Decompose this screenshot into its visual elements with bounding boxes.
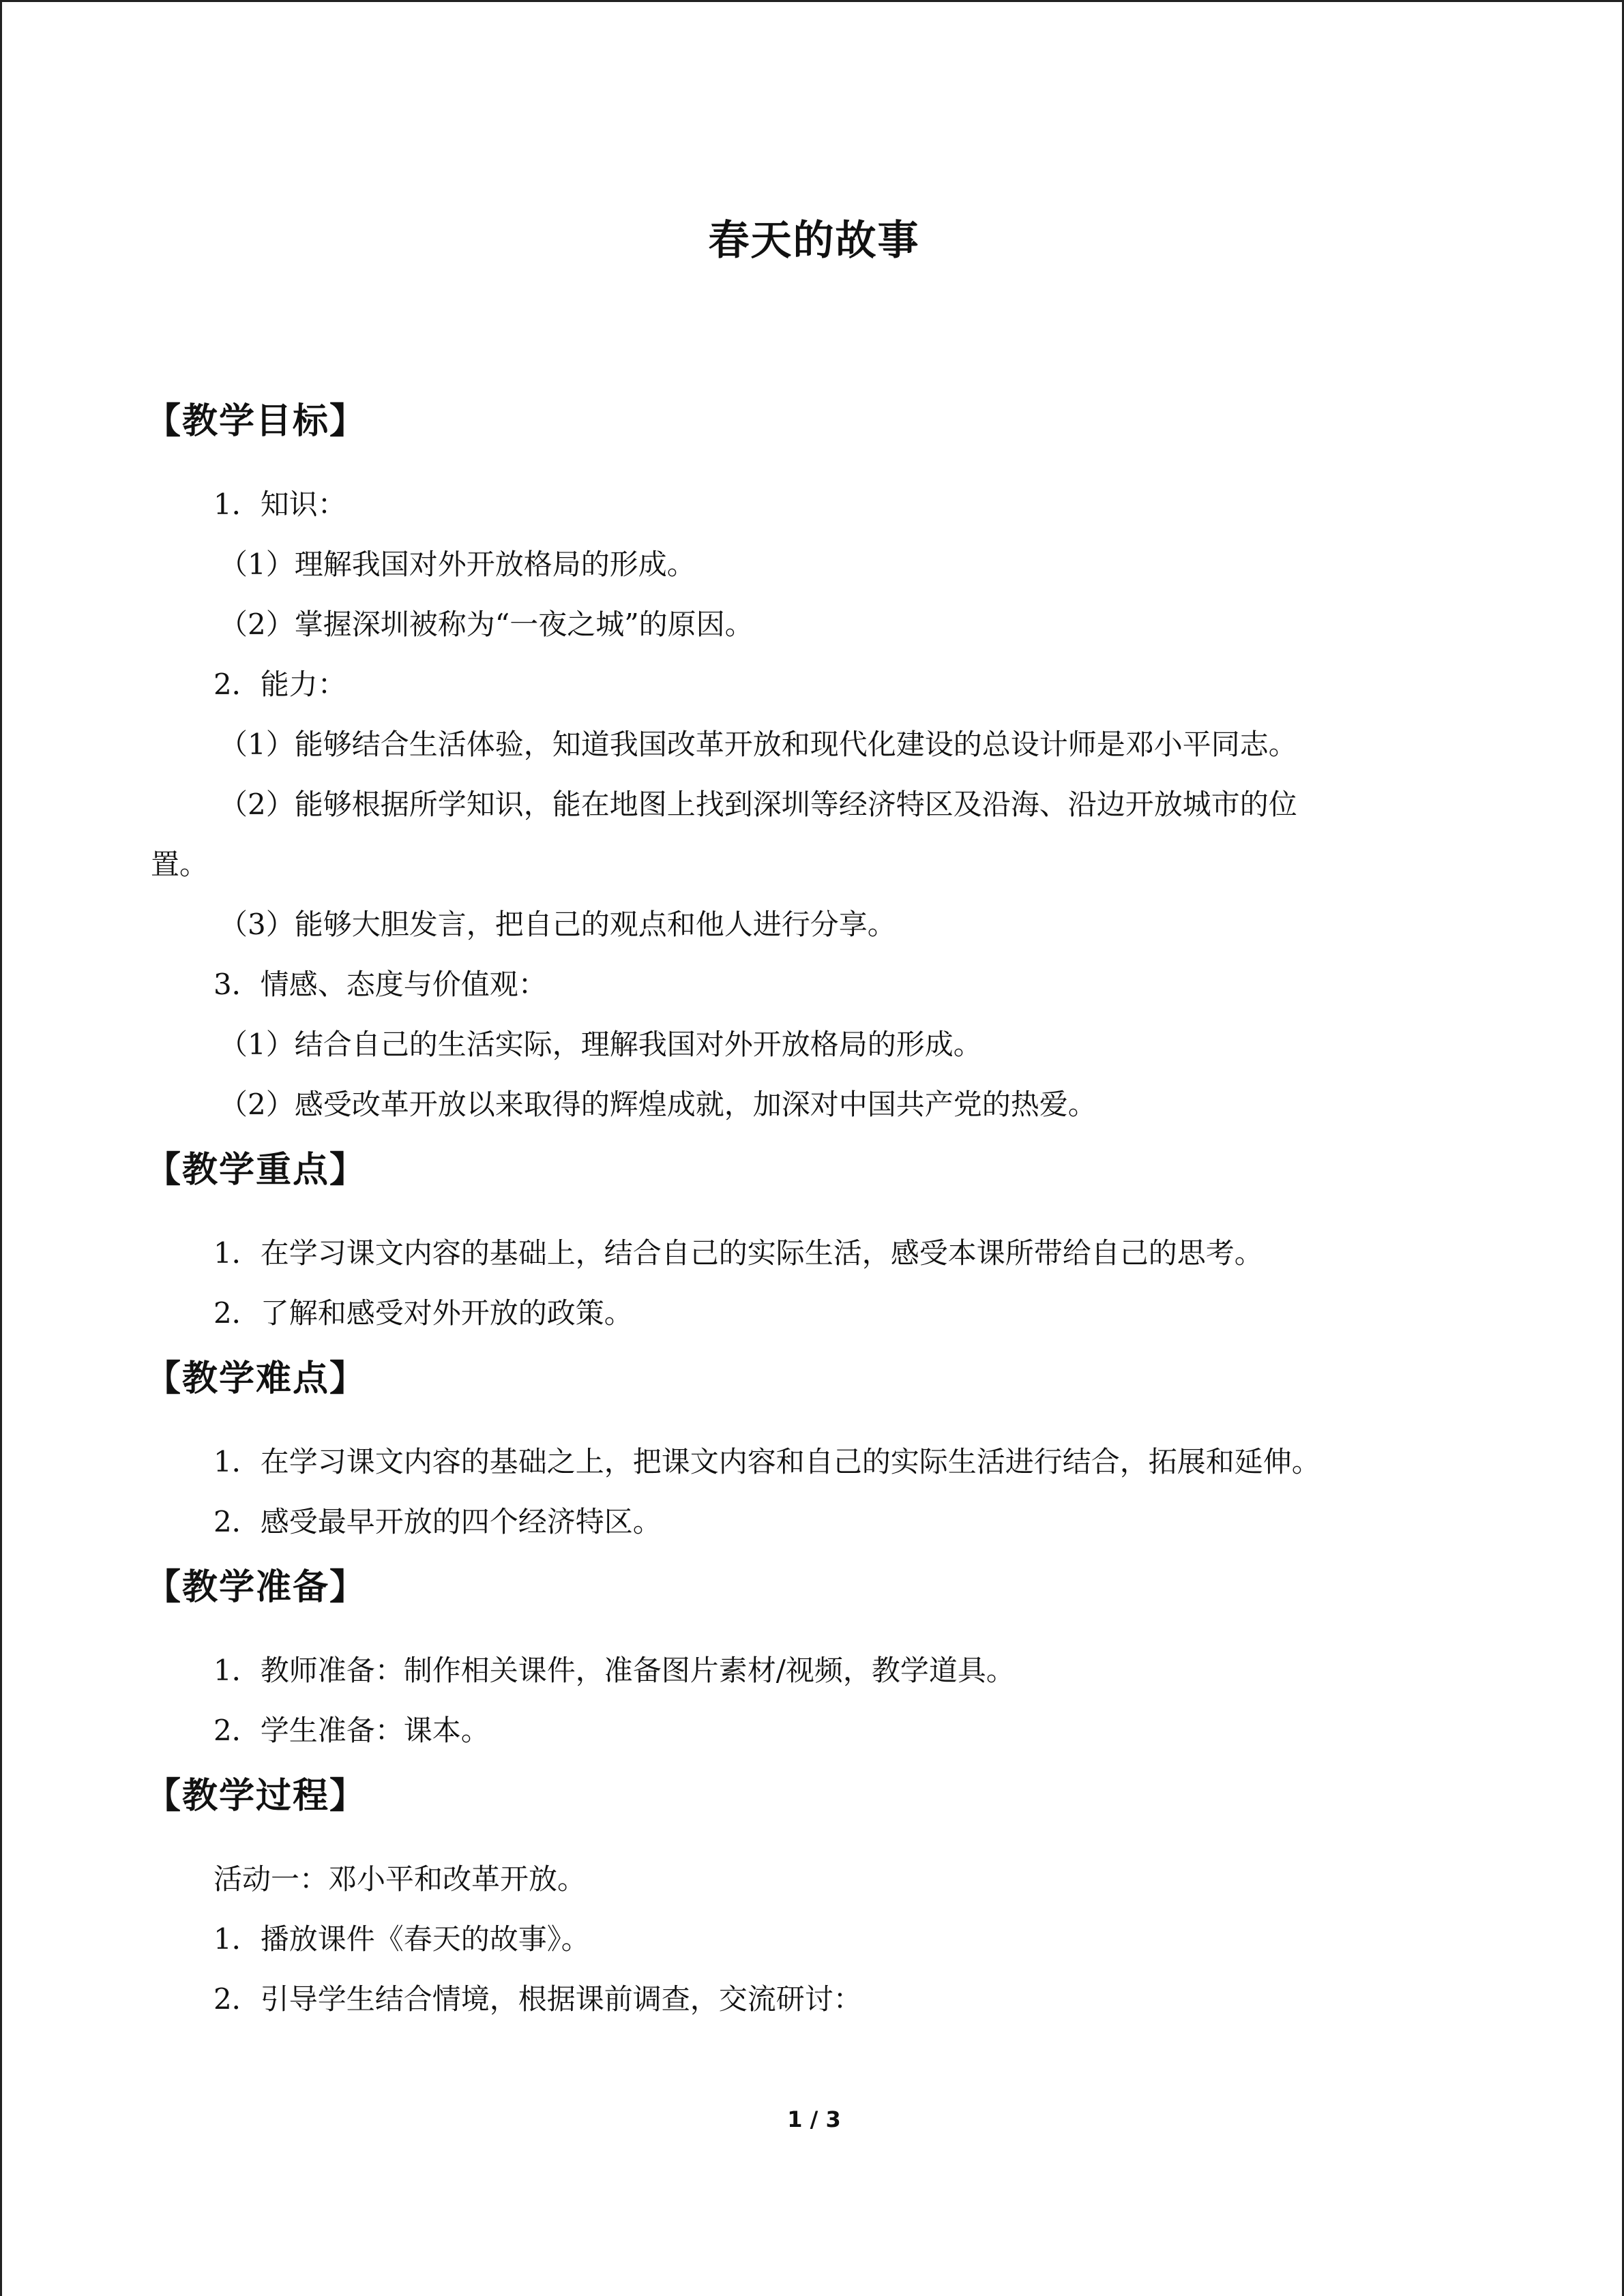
preparation-line: 2．学生准备：课本。 [213,1714,490,1747]
key-point-line: 2．了解和感受对外开放的政策。 [213,1296,633,1330]
objective-line: （2）感受改革开放以来取得的辉煌成就，加深对中国共产党的热爱。 [219,1088,1097,1121]
section-heading-key-points: 【教学重点】 [145,1150,367,1191]
objective-line: （1）能够结合生活体验，知道我国改革开放和现代化建设的总设计师是邓小平同志。 [219,728,1297,761]
page-title: 春天的故事 [708,217,920,265]
objective-line: 1．知识： [213,488,346,521]
process-line: 2．引导学生结合情境，根据课前调查，交流研讨： [213,1982,862,2016]
difficulty-line: 1．在学习课文内容的基础之上，把课文内容和自己的实际生活进行结合，拓展和延伸。 [213,1445,1320,1478]
objective-line: 3．情感、态度与价值观： [213,968,547,1001]
objective-line: 2．能力： [213,668,346,701]
page-number: 1 / 3 [787,2106,841,2132]
objective-line: （1）结合自己的生活实际，理解我国对外开放格局的形成。 [219,1028,982,1061]
preparation-line: 1．教师准备：制作相关课件，准备图片素材/视频，教学道具。 [213,1654,1015,1687]
difficulty-line: 2．感受最早开放的四个经济特区。 [213,1505,662,1538]
objective-line: （1）理解我国对外开放格局的形成。 [219,548,696,581]
key-point-line: 1．在学习课文内容的基础上，结合自己的实际生活，感受本课所带给自己的思考。 [213,1236,1263,1270]
section-heading-preparation: 【教学准备】 [145,1567,367,1608]
objective-line: （2）掌握深圳被称为“一夜之城”的原因。 [219,608,754,641]
section-heading-process: 【教学过程】 [145,1776,367,1817]
objective-line: （3）能够大胆发言，把自己的观点和他人进行分享。 [219,908,896,941]
section-heading-objectives: 【教学目标】 [145,401,367,442]
section-heading-difficulties: 【教学难点】 [145,1358,367,1399]
process-line: 1．播放课件《春天的故事》。 [213,1922,590,1956]
objective-line: （2）能够根据所学知识，能在地图上找到深圳等经济特区及沿海、沿边开放城市的位 [219,788,1297,821]
objective-line: 置。 [151,848,209,881]
process-line: 活动一：邓小平和改革开放。 [213,1862,587,1896]
